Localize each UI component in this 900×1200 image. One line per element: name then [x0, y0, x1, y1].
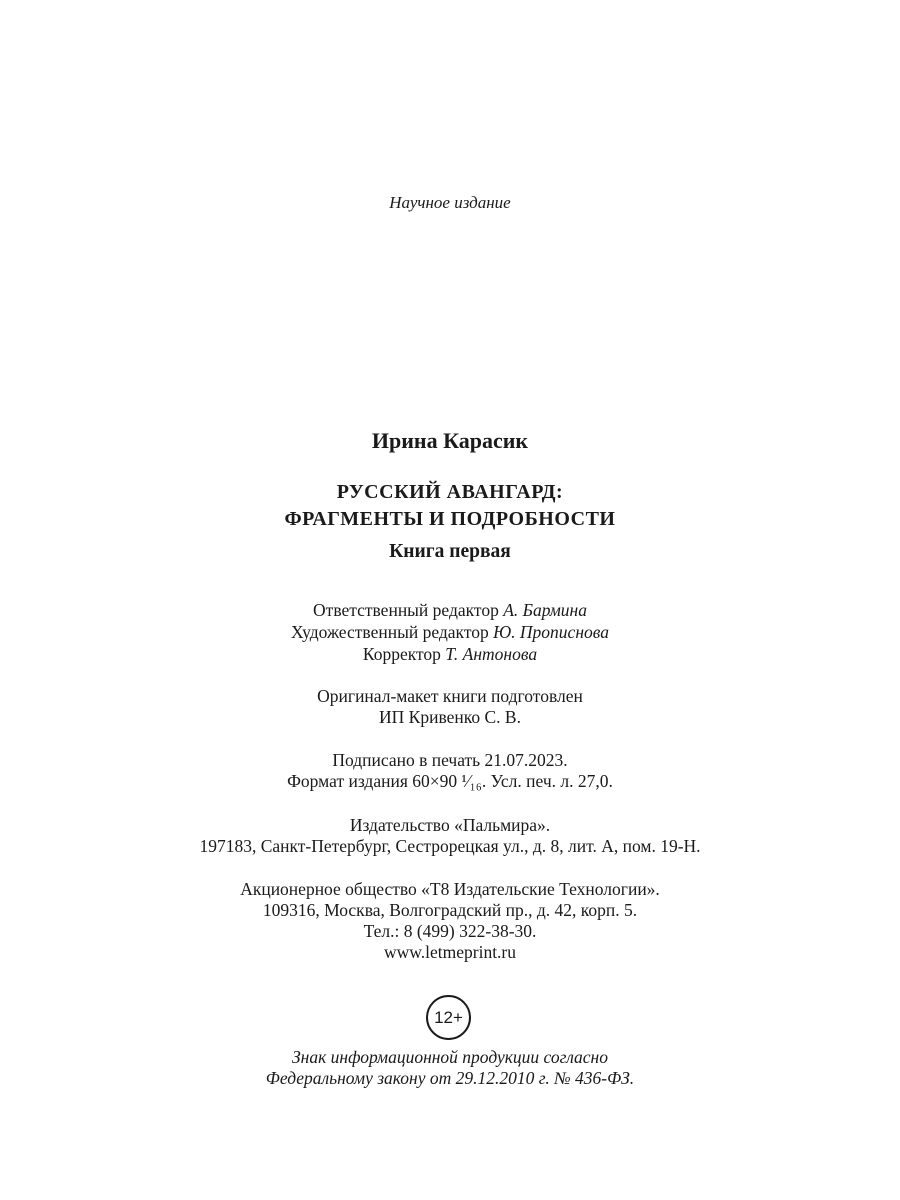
book-title-line-1: РУССКИЙ АВАНГАРД: — [336, 481, 564, 503]
printer-address: 109316, Москва, Волгоградский пр., д. 42, корп. 5. — [262, 900, 638, 920]
series-label: Научное издание — [389, 193, 511, 212]
credit-executive-editor — [0, 600, 900, 621]
age-notice-line-2: Федеральному закону от 29.12.2010 г. № 436-ФЗ. — [265, 1068, 635, 1088]
print-format: Формат издания 60×90 ¹⁄₁₆. Усл. печ. л. 27,0. — [287, 771, 613, 791]
author-name: Ирина Карасик — [371, 428, 529, 453]
credit-art-editor — [0, 622, 900, 643]
printer-name: Акционерное общество «Т8 Издательские Технологии». — [240, 879, 660, 899]
credit-name: Ю. Прописнова — [493, 622, 609, 642]
credit-role: Ответственный редактор — [313, 600, 499, 620]
credit-proofreader — [0, 644, 900, 665]
publisher-name: Издательство «Пальмира». — [349, 815, 551, 835]
age-rating-badge: 12+ — [426, 995, 471, 1040]
printer-website: www.letmeprint.ru — [383, 942, 517, 962]
credit-name: Т. Антонова — [445, 644, 538, 664]
age-notice-line-1: Знак информационной продукции согласно — [291, 1047, 608, 1067]
layout-credit-line-2: ИП Кривенко С. В. — [379, 707, 521, 727]
credit-role: Корректор — [362, 644, 441, 664]
publisher-address: 197183, Санкт-Петербург, Сестрорецкая ул., д. 8, лит. А, пом. 19-Н. — [199, 836, 701, 856]
print-date: Подписано в печать 21.07.2023. — [332, 750, 568, 770]
layout-credit-line-1: Оригинал-макет книги подготовлен — [317, 686, 583, 706]
book-title-line-2: ФРАГМЕНТЫ И ПОДРОБНОСТИ — [284, 508, 616, 530]
credit-name: А. Бармина — [503, 600, 587, 620]
credit-role: Художественный редактор — [290, 622, 489, 642]
printer-phone: Тел.: 8 (499) 322-38-30. — [363, 921, 537, 941]
book-subtitle: Книга первая — [389, 541, 511, 562]
